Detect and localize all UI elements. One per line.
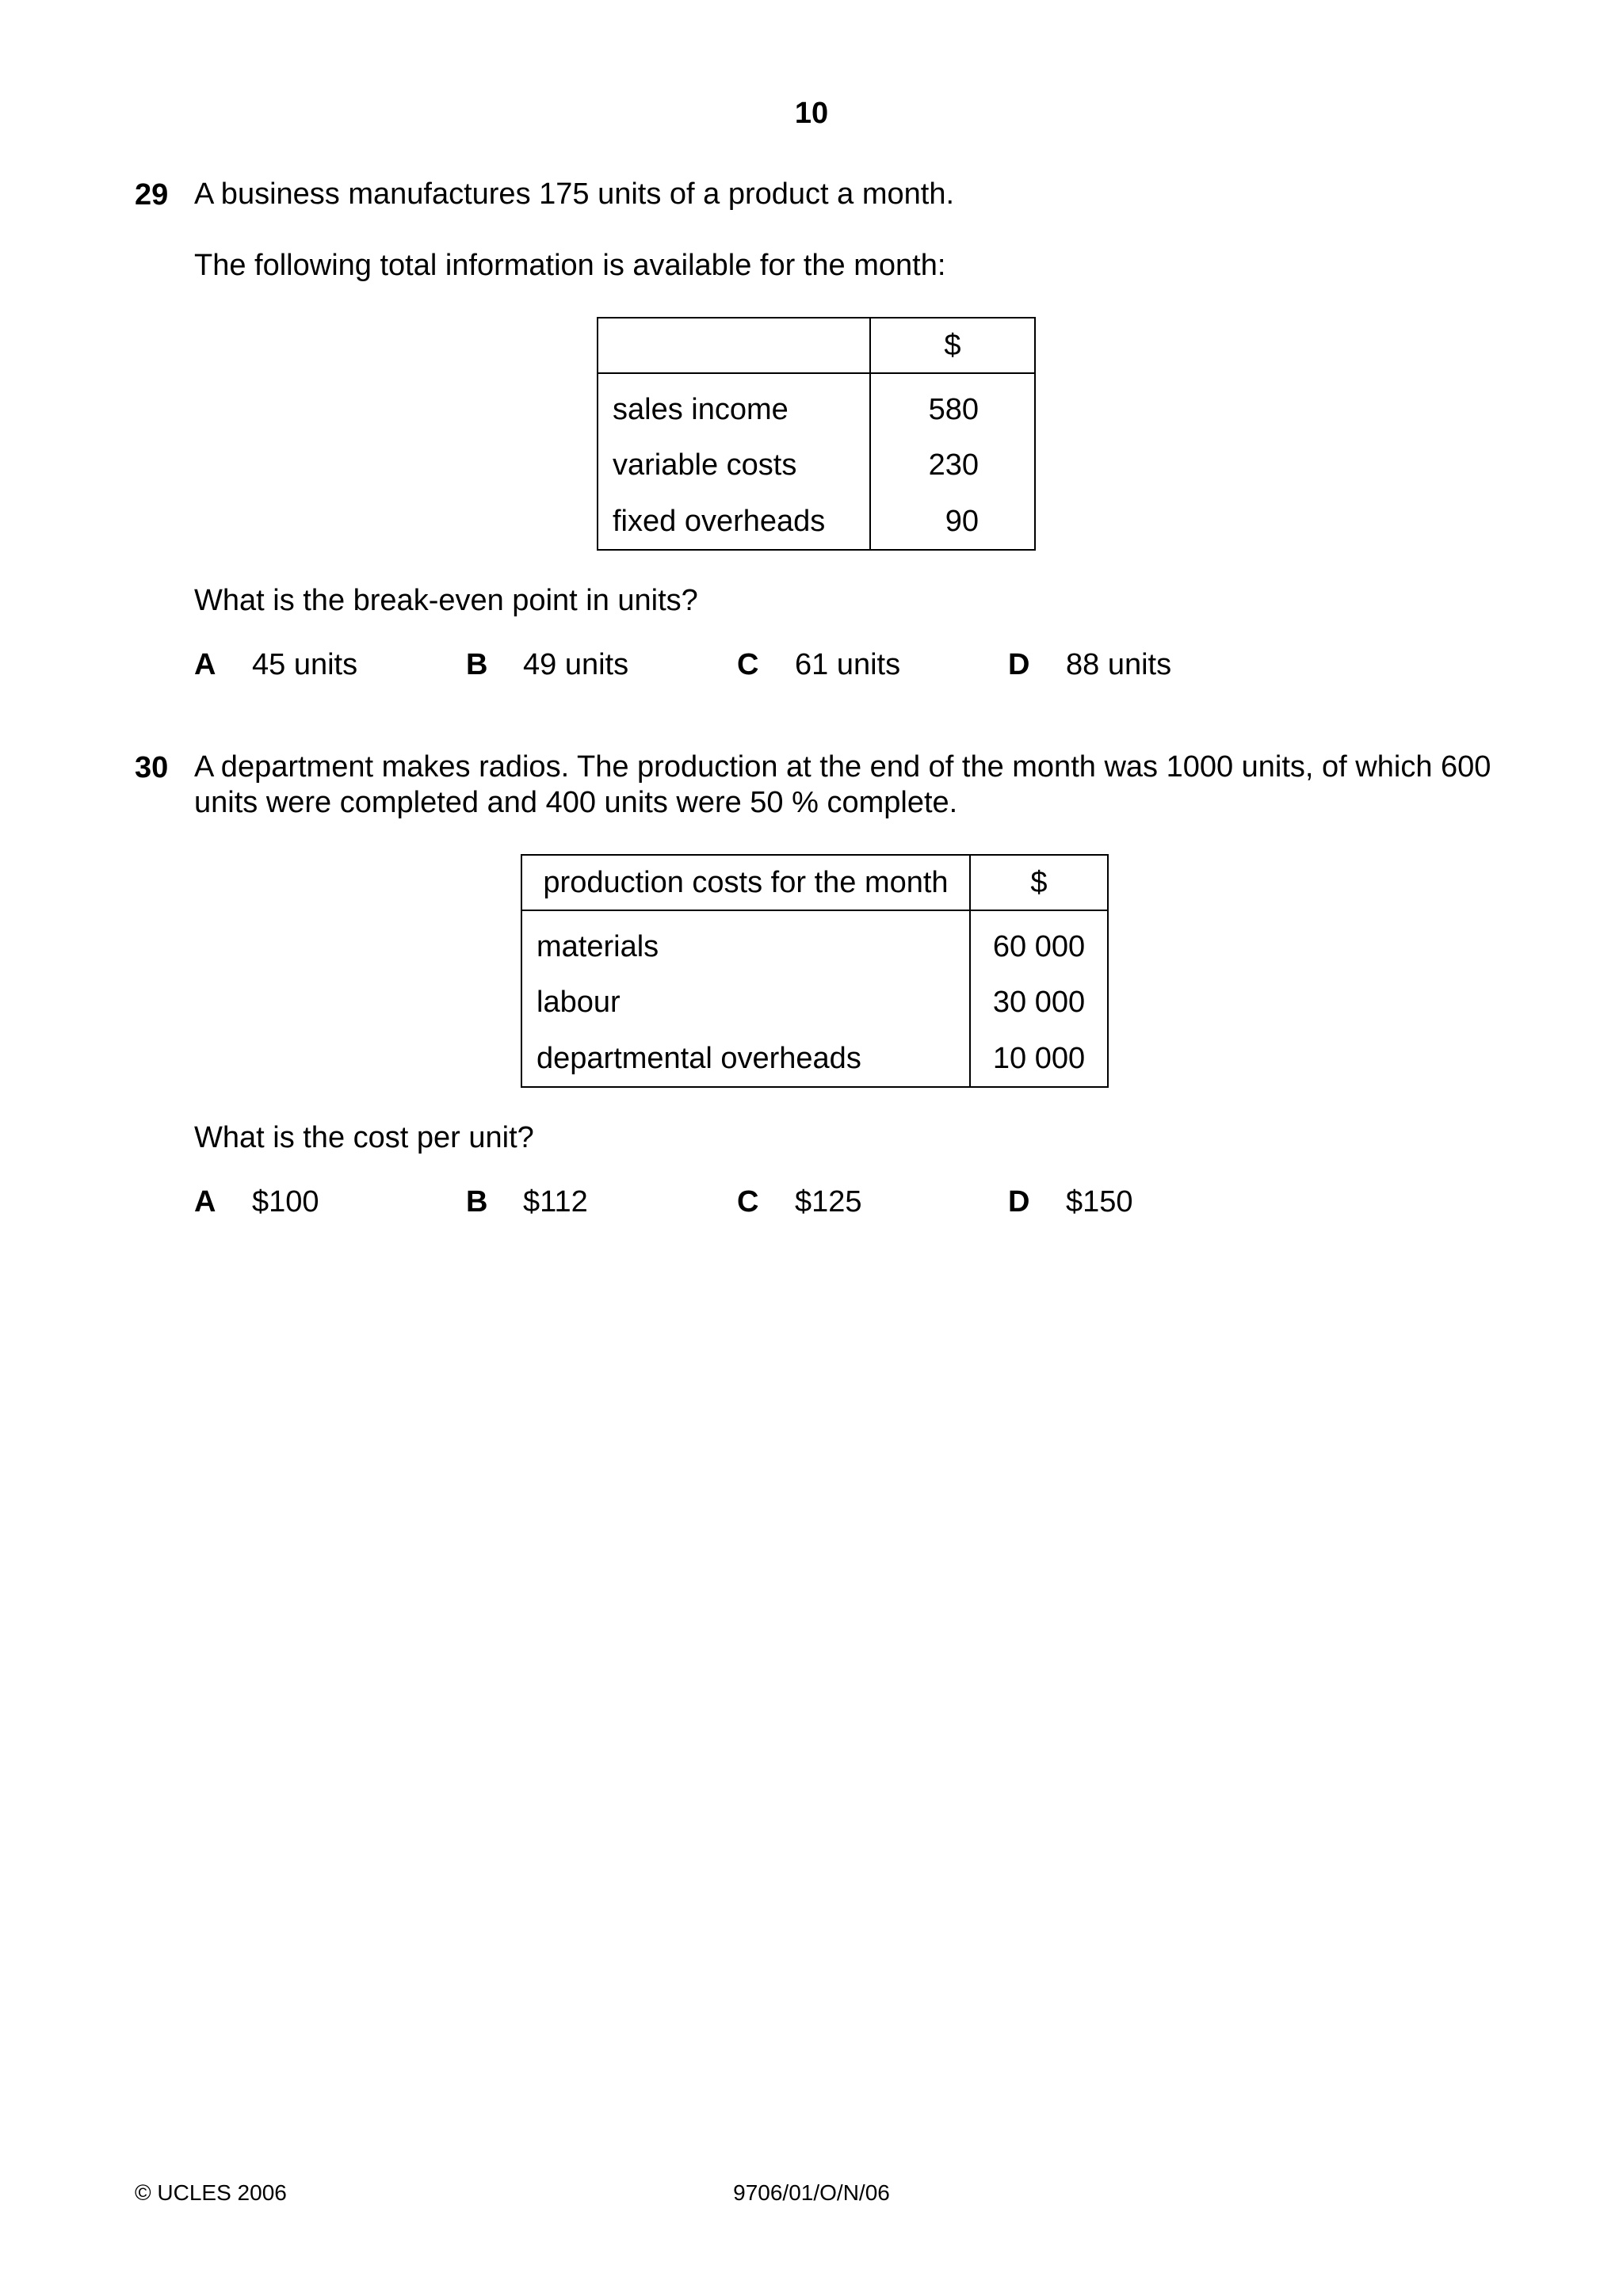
question-30-stem-line-2: units were completed and 400 units were 50 % complete. xyxy=(194,786,958,819)
option-c-text: $125 xyxy=(795,1185,862,1219)
table-cell-value: 580 xyxy=(870,373,1035,437)
question-29-stem: A business manufactures 175 units of a product a month. xyxy=(194,177,955,211)
question-29-intro: The following total information is available for the month: xyxy=(194,249,946,282)
table-cell-value: 90 xyxy=(870,494,1035,550)
question-30-cost-table xyxy=(521,854,1109,1088)
option-b-letter: B xyxy=(466,1185,488,1219)
option-b-text: $112 xyxy=(523,1185,588,1219)
table-cell-value: 10 000 xyxy=(970,1032,1108,1087)
table-cell-label: materials xyxy=(521,910,970,974)
table-cell-label: departmental overheads xyxy=(521,1032,970,1087)
table-row xyxy=(598,494,1035,550)
question-30-stem-line-1: A department makes radios. The production at the end of the month was 1000 units, of which 600 xyxy=(194,750,1491,784)
question-29-cost-table xyxy=(597,317,1036,551)
footer-copyright: © UCLES 2006 xyxy=(135,2180,287,2205)
table-cell-label: sales income xyxy=(598,373,870,437)
table-header-currency: $ xyxy=(970,855,1108,910)
page-number: 10 xyxy=(794,97,829,130)
table-cell-label: variable costs xyxy=(598,437,870,494)
table-header-label xyxy=(598,318,870,373)
question-29-number: 29 xyxy=(135,178,169,212)
option-a-letter: A xyxy=(194,648,216,681)
table-header-label: production costs for the month xyxy=(521,855,970,910)
table-row xyxy=(598,437,1035,494)
table-cell-label: fixed overheads xyxy=(598,494,870,550)
option-c-text: 61 units xyxy=(795,648,901,681)
question-29-options xyxy=(0,648,1623,688)
question-30-prompt: What is the cost per unit? xyxy=(194,1121,534,1154)
question-30-options xyxy=(0,1185,1623,1225)
table-row xyxy=(521,1032,1108,1087)
question-29-prompt: What is the break-even point in units? xyxy=(194,584,698,617)
footer-paper-code: 9706/01/O/N/06 xyxy=(733,2180,890,2205)
table-row xyxy=(521,974,1108,1032)
option-b-text: 49 units xyxy=(523,648,629,681)
table-header-currency: $ xyxy=(870,318,1035,373)
question-30-number: 30 xyxy=(135,751,169,784)
table-cell-label: labour xyxy=(521,974,970,1032)
option-a-text: $100 xyxy=(252,1185,319,1219)
option-a-text: 45 units xyxy=(252,648,358,681)
table-cell-value: 230 xyxy=(870,437,1035,494)
table-row xyxy=(598,373,1035,437)
option-b-letter: B xyxy=(466,648,488,681)
option-d-letter: D xyxy=(1008,1185,1030,1219)
table-row xyxy=(521,910,1108,974)
option-a-letter: A xyxy=(194,1185,216,1219)
option-c-letter: C xyxy=(737,1185,759,1219)
option-d-text: $150 xyxy=(1066,1185,1133,1219)
table-cell-value: 60 000 xyxy=(970,910,1108,974)
option-d-text: 88 units xyxy=(1066,648,1172,681)
option-c-letter: C xyxy=(737,648,759,681)
table-cell-value: 30 000 xyxy=(970,974,1108,1032)
option-d-letter: D xyxy=(1008,648,1030,681)
